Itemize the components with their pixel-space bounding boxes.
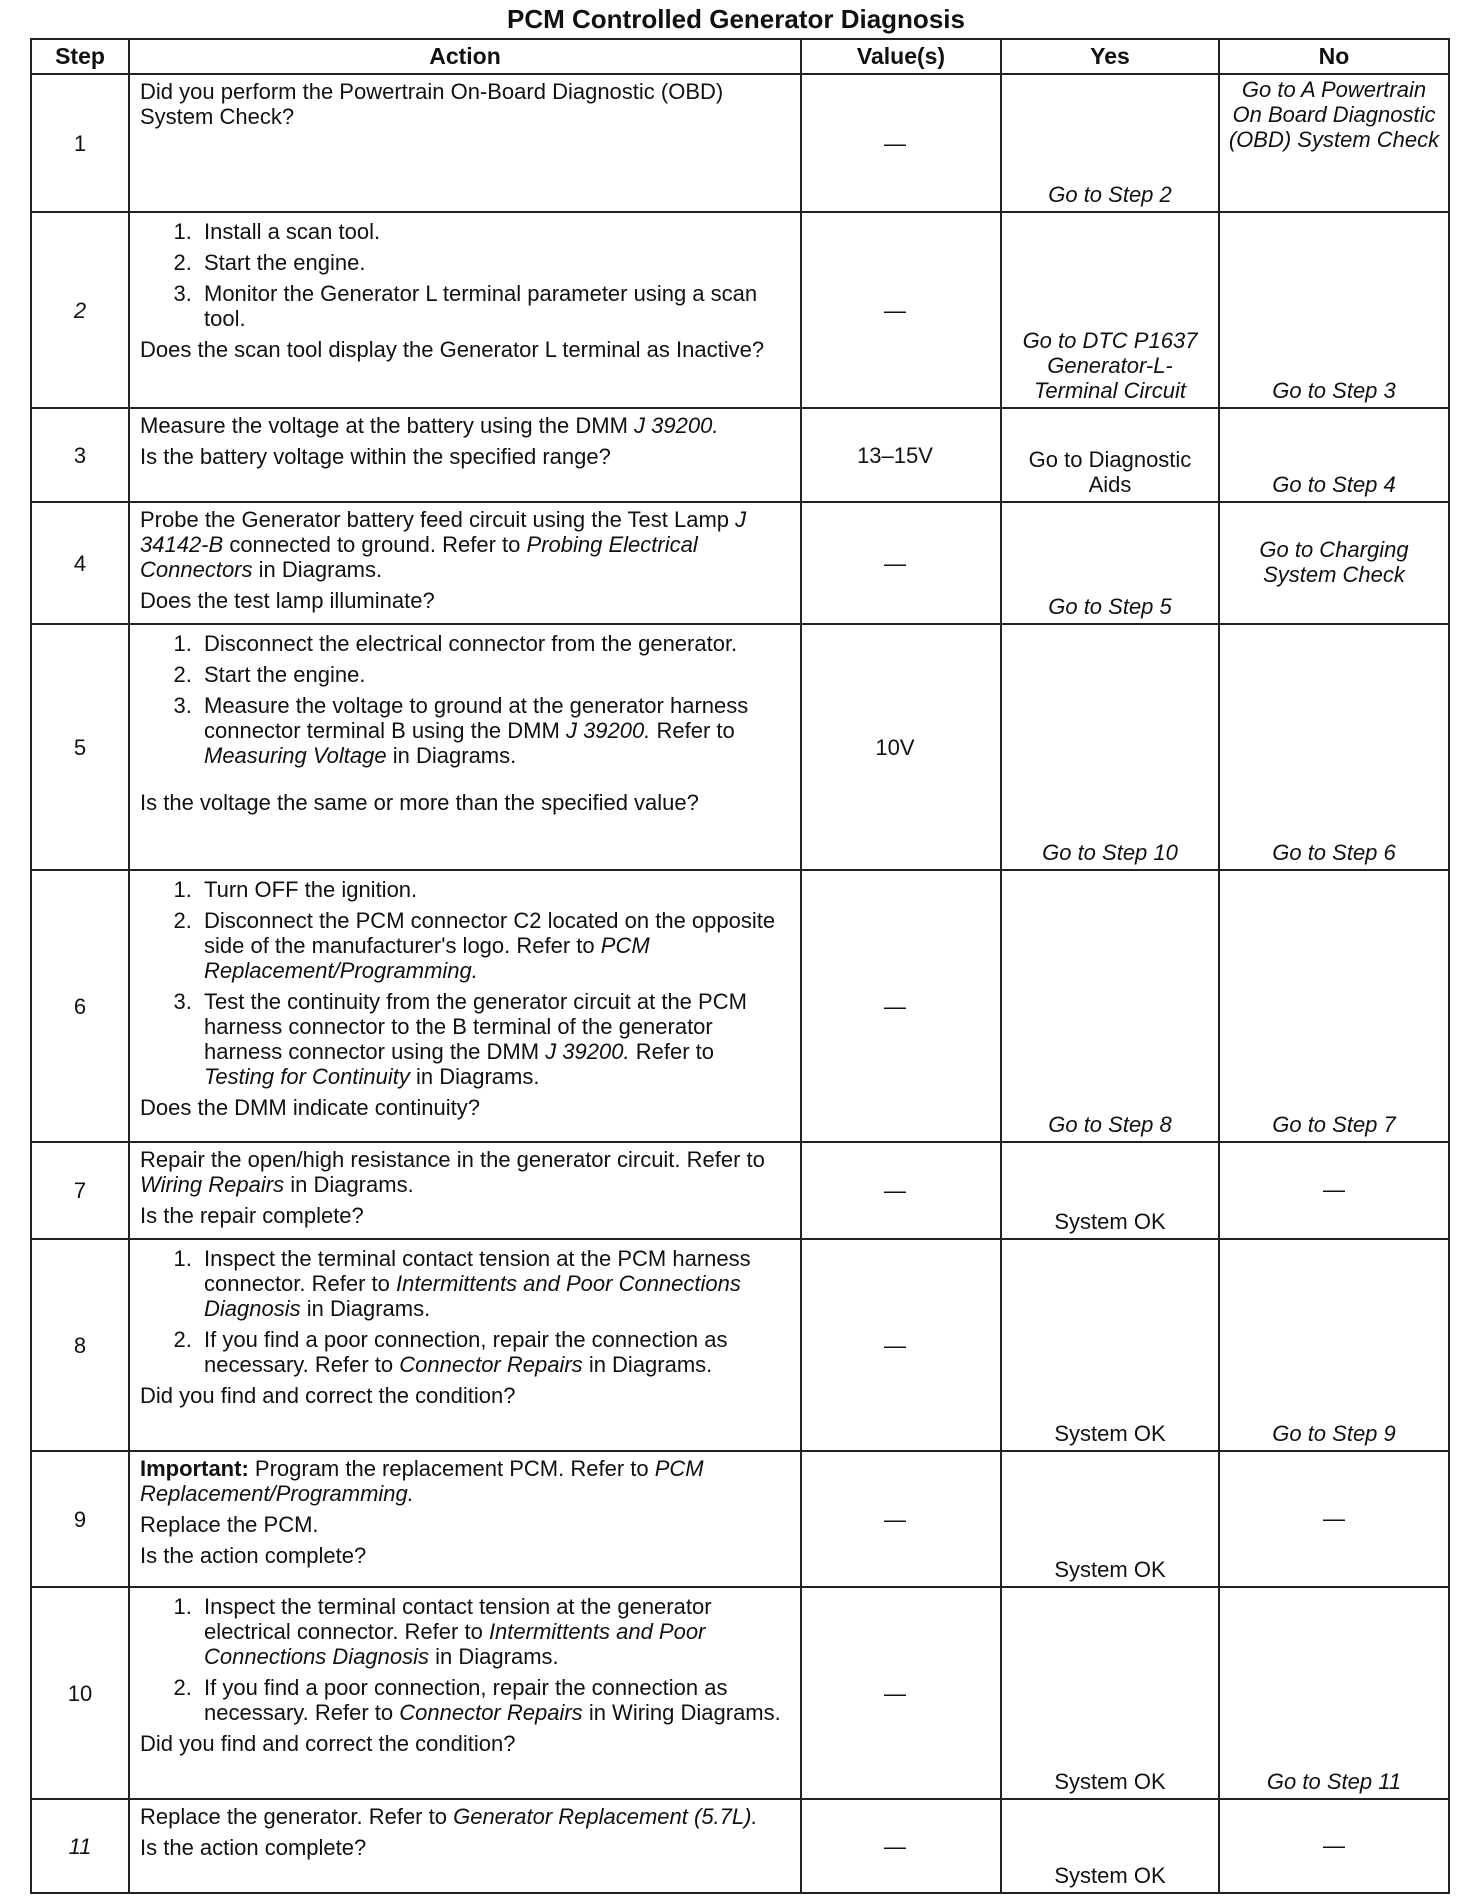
- page-title: PCM Controlled Generator Diagnosis: [507, 4, 965, 34]
- doc-ref: PCM Replacement/Programming.: [140, 1456, 704, 1506]
- header-action: Action: [129, 39, 801, 74]
- action-cell: [129, 1142, 801, 1239]
- diagnosis-table: [30, 38, 1450, 1894]
- doc-ref: Connector Repairs: [399, 1352, 583, 1377]
- question-text: Did you find and correct the condition?: [140, 1383, 516, 1408]
- question-text: Does the scan tool display the Generator L terminal as Inactive?: [140, 337, 765, 362]
- action-text: Did you perform the Powertrain On-Board Diagnostic (OBD) System Check?: [140, 79, 724, 129]
- yes-cell: System OK: [1001, 1239, 1219, 1451]
- yes-cell: Go to Step 2: [1001, 74, 1219, 212]
- list-item: [198, 989, 790, 1089]
- doc-ref: Wiring Repairs: [140, 1172, 285, 1197]
- step-number: 9: [31, 1451, 129, 1587]
- doc-ref: Testing for Continuity: [204, 1064, 410, 1089]
- question-text: Does the test lamp illuminate?: [140, 588, 435, 613]
- list-text-part: Test the continuity from the generator circuit at the PCM harness connector to the B terminal of the generator harness connector using the DMM: [204, 989, 747, 1064]
- value-cell: —: [801, 212, 1001, 408]
- header-yes: Yes: [1001, 39, 1219, 74]
- yes-cell: Go to Step 10: [1001, 624, 1219, 870]
- list-item: 2. Start the engine.: [198, 662, 790, 687]
- list-text-part: in Diagrams.: [435, 1644, 559, 1669]
- header-no: No: [1219, 39, 1449, 74]
- action-cell: [129, 1239, 801, 1451]
- doc-ref: Connector Repairs: [399, 1700, 583, 1725]
- action-text: [140, 1147, 790, 1197]
- yes-cell: Go to DTC P1637 Generator-L-Terminal Circuit: [1001, 212, 1219, 408]
- yes-cell: Go to Step 5: [1001, 502, 1219, 624]
- list-item: [198, 693, 790, 768]
- value-cell: 13–15V: [801, 408, 1001, 502]
- value-cell: —: [801, 1142, 1001, 1239]
- value-cell: —: [801, 74, 1001, 212]
- table-row: [31, 408, 1449, 502]
- header-step: Step: [31, 39, 129, 74]
- action-text: [140, 1804, 790, 1829]
- doc-ref: Probing Electrical Connectors: [140, 532, 698, 582]
- doc-ref: PCM Replacement/Programming.: [204, 933, 650, 983]
- action-text-part: Measure the voltage at the battery using the DMM: [140, 413, 628, 438]
- question-text: Is the action complete?: [140, 1543, 367, 1568]
- action-text-part: connected to ground. Refer to: [229, 532, 521, 557]
- doc-ref: Intermittents and Poor Connections Diagnosis: [204, 1271, 741, 1321]
- action-text: Replace the PCM.: [140, 1512, 319, 1537]
- yes-cell: Go to Diagnostic Aids: [1001, 408, 1219, 502]
- important-label: Important:: [140, 1456, 249, 1481]
- yes-cell: System OK: [1001, 1142, 1219, 1239]
- list-text-part: Disconnect the PCM connector C2 located on the opposite side of the manufacturer's logo. Refer to: [204, 908, 776, 958]
- value-cell: 10V: [801, 624, 1001, 870]
- action-cell: [129, 624, 801, 870]
- table-row: [31, 212, 1449, 408]
- table-row: [31, 1587, 1449, 1799]
- table-row: [31, 1239, 1449, 1451]
- list-item: 1. Install a scan tool.: [198, 219, 790, 244]
- table-row: [31, 1451, 1449, 1587]
- value-cell: —: [801, 870, 1001, 1142]
- action-cell: [129, 1451, 801, 1587]
- list-text-part: in Diagrams.: [415, 1064, 540, 1089]
- question-text: Did you find and correct the condition?: [140, 1731, 516, 1756]
- question-text: Is the voltage the same or more than the specified value?: [140, 790, 699, 815]
- list-text-part: in Diagrams.: [588, 1352, 713, 1377]
- list-text-part: Inspect the terminal contact tension at the generator electrical connector. Refer to: [204, 1594, 712, 1644]
- action-cell: [129, 74, 801, 212]
- yes-cell: Go to Step 8: [1001, 870, 1219, 1142]
- header-values: Value(s): [801, 39, 1001, 74]
- list-item: [198, 1327, 790, 1377]
- no-cell: —: [1219, 1451, 1449, 1587]
- step-number: 11: [31, 1799, 129, 1893]
- list-item: [198, 908, 790, 983]
- list-item: [198, 1594, 790, 1669]
- action-cell: [129, 1587, 801, 1799]
- value-cell: —: [801, 502, 1001, 624]
- action-text-part: in Diagrams.: [258, 557, 383, 582]
- value-cell: —: [801, 1239, 1001, 1451]
- list-item: 2. Start the engine.: [198, 250, 790, 275]
- action-cell: [129, 502, 801, 624]
- step-number: 5: [31, 624, 129, 870]
- action-text: [140, 413, 790, 438]
- action-text-part: in Diagrams.: [290, 1172, 414, 1197]
- action-text-part: Probe the Generator battery feed circuit using the Test Lamp: [140, 507, 730, 532]
- list-text-part: in Wiring Diagrams.: [588, 1700, 781, 1725]
- step-number: 2: [31, 212, 129, 408]
- list-item: 3. Monitor the Generator L terminal parameter using a scan tool.: [198, 281, 790, 331]
- value-cell: —: [801, 1587, 1001, 1799]
- step-number: 3: [31, 408, 129, 502]
- table-row: [31, 624, 1449, 870]
- no-cell: Go to Step 11: [1219, 1587, 1449, 1799]
- yes-cell: System OK: [1001, 1451, 1219, 1587]
- action-cell: [129, 1799, 801, 1893]
- action-text-part: Replace the generator. Refer to: [140, 1804, 447, 1829]
- step-number: 4: [31, 502, 129, 624]
- yes-cell: System OK: [1001, 1799, 1219, 1893]
- no-cell: Go to Step 7: [1219, 870, 1449, 1142]
- question-text: Is the repair complete?: [140, 1203, 364, 1228]
- tool-ref: J 39200.: [545, 1039, 630, 1064]
- action-text-part: Repair the open/high resistance in the generator circuit. Refer to: [140, 1147, 765, 1172]
- list-text-part: If you find a poor connection, repair the connection as necessary. Refer to: [204, 1327, 728, 1377]
- table-row: [31, 74, 1449, 212]
- list-item: 1. Turn OFF the ignition.: [198, 877, 790, 902]
- step-number: 7: [31, 1142, 129, 1239]
- doc-ref: Intermittents and Poor Connections Diagnosis: [204, 1619, 706, 1669]
- no-cell: Go to Step 3: [1219, 212, 1449, 408]
- step-number: 6: [31, 870, 129, 1142]
- table-row: [31, 870, 1449, 1142]
- table-row: [31, 1142, 1449, 1239]
- question-text: Does the DMM indicate continuity?: [140, 1095, 480, 1120]
- no-cell: Go to Step 6: [1219, 624, 1449, 870]
- table-header-row: [31, 39, 1449, 74]
- no-cell: Go to Charging System Check: [1219, 502, 1449, 624]
- list-item: [198, 1246, 790, 1321]
- question-text: Is the battery voltage within the specified range?: [140, 444, 611, 469]
- question-text: Is the action complete?: [140, 1835, 367, 1860]
- action-cell: [129, 408, 801, 502]
- list-item: 1. Disconnect the electrical connector from the generator.: [198, 631, 790, 656]
- no-cell: —: [1219, 1799, 1449, 1893]
- tool-ref: J 34142-B: [140, 507, 747, 557]
- list-text-part: If you find a poor connection, repair the connection as necessary. Refer to: [204, 1675, 728, 1725]
- step-number: 10: [31, 1587, 129, 1799]
- table-row: [31, 502, 1449, 624]
- no-cell: Go to Step 9: [1219, 1239, 1449, 1451]
- list-text-part: Measure the voltage to ground at the generator harness connector terminal B using the DMM: [204, 693, 749, 743]
- list-text-part: Inspect the terminal contact tension at the PCM harness connector. Refer to: [204, 1246, 751, 1296]
- step-number: 8: [31, 1239, 129, 1451]
- list-text-part: in Diagrams.: [306, 1296, 431, 1321]
- doc-ref: Generator Replacement (5.7L).: [453, 1804, 758, 1829]
- action-text-part: Program the replacement PCM. Refer to: [254, 1456, 649, 1481]
- yes-cell: System OK: [1001, 1587, 1219, 1799]
- value-cell: —: [801, 1799, 1001, 1893]
- list-text-part: Refer to: [635, 1039, 714, 1064]
- list-item: [198, 1675, 790, 1725]
- table-row: [31, 1799, 1449, 1893]
- list-text-part: in Diagrams.: [392, 743, 517, 768]
- no-cell: —: [1219, 1142, 1449, 1239]
- doc-ref: Measuring Voltage: [204, 743, 387, 768]
- action-cell: [129, 212, 801, 408]
- no-cell: Go to Step 4: [1219, 408, 1449, 502]
- tool-ref: J 39200.: [634, 413, 719, 438]
- value-cell: —: [801, 1451, 1001, 1587]
- action-text: [140, 1456, 790, 1506]
- action-text: [140, 507, 790, 582]
- no-cell: Go to A Powertrain On Board Diagnostic (OBD) System Check: [1219, 74, 1449, 212]
- step-number: 1: [31, 74, 129, 212]
- action-cell: [129, 870, 801, 1142]
- tool-ref: J 39200.: [565, 718, 651, 743]
- list-text-part: Refer to: [656, 718, 735, 743]
